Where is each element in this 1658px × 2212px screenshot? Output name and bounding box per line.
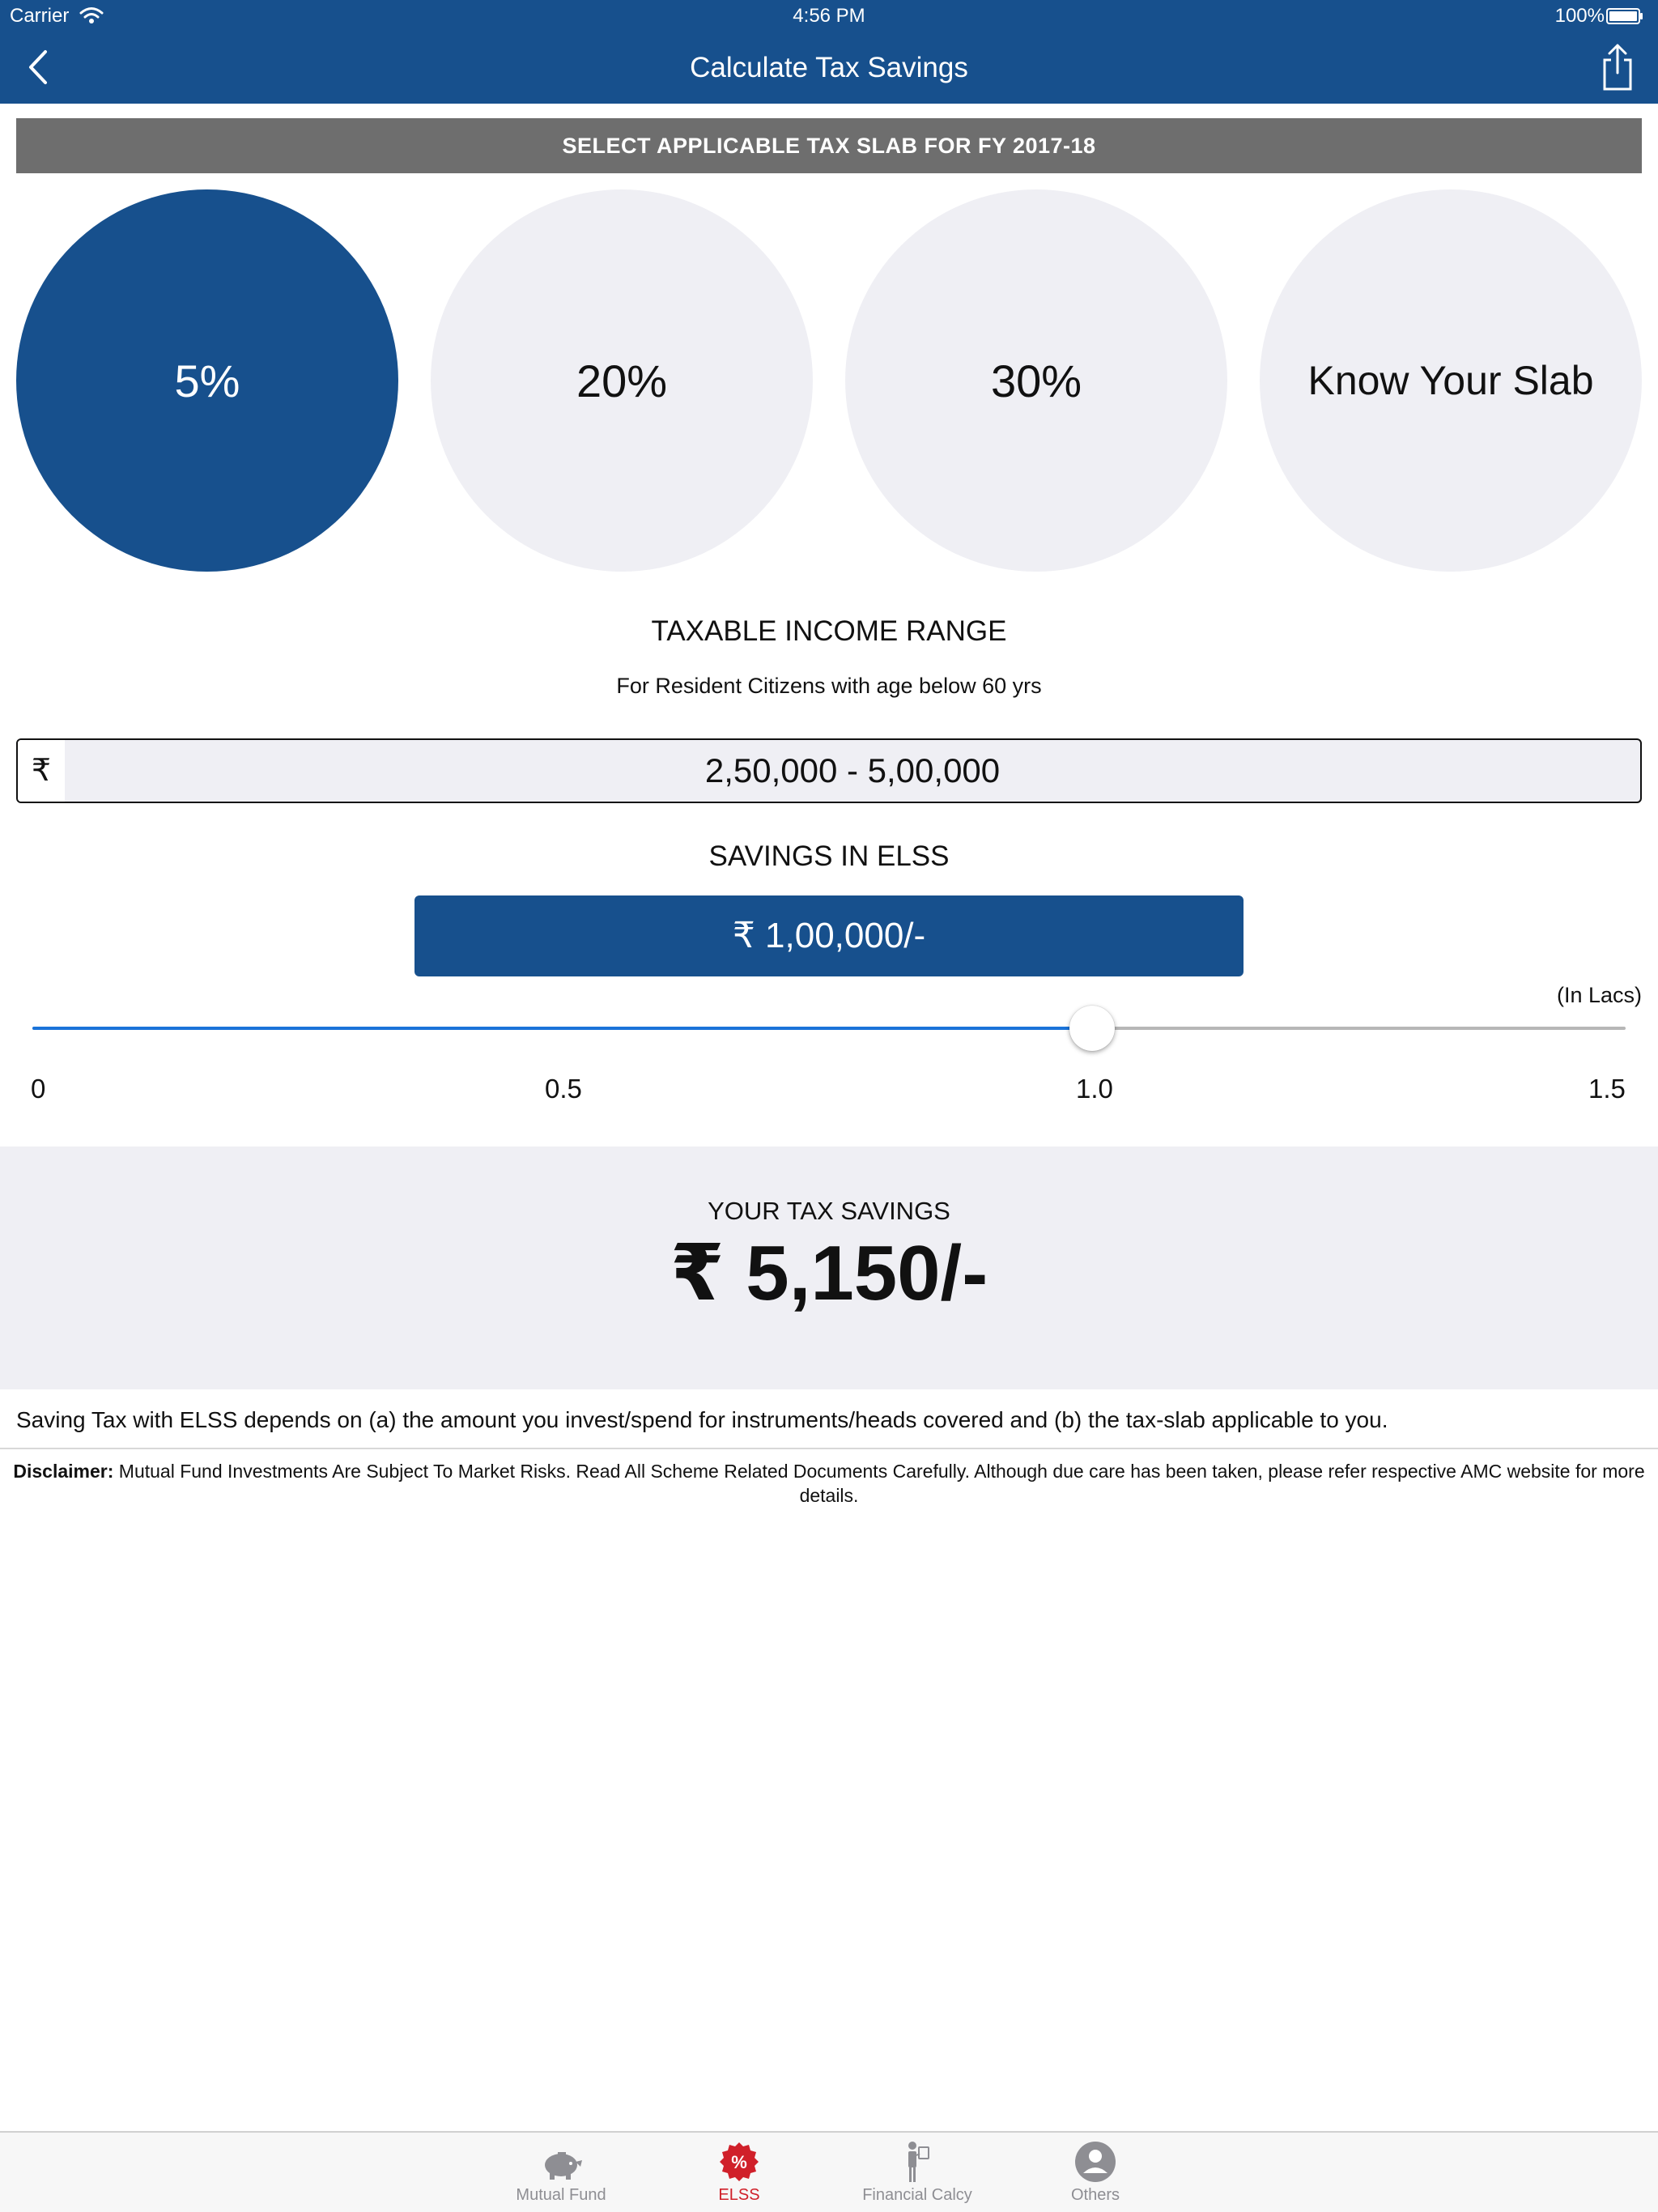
battery-icon	[1606, 7, 1643, 25]
tab-label: Others	[1070, 2186, 1120, 2204]
slab-option-label: Know Your Slab	[1307, 358, 1594, 403]
person-calculator-icon	[895, 2139, 940, 2184]
status-time: 4:56 PM	[793, 5, 865, 27]
slab-option-30[interactable]	[845, 189, 1227, 572]
tab-financial-calcy[interactable]	[836, 2133, 998, 2212]
income-range-subtitle: For Resident Citizens with age below 60 yrs	[616, 674, 1042, 698]
tax-savings-panel	[0, 1146, 1658, 1389]
income-range-field	[16, 738, 1642, 803]
tax-slab-header: SELECT APPLICABLE TAX SLAB FOR FY 2017-18	[16, 118, 1642, 173]
savings-amount: ₹ 1,00,000/-	[414, 895, 1244, 976]
tab-label: Mutual Fund	[516, 2186, 606, 2204]
share-icon[interactable]	[1600, 42, 1635, 92]
slab-option-label: 30%	[990, 355, 1082, 406]
tab-mutual-fund[interactable]	[480, 2133, 642, 2212]
know-your-slab-button[interactable]	[1260, 189, 1642, 572]
tax-savings-value: ₹ 5,150/-	[670, 1230, 988, 1317]
disclaimer	[11, 1459, 1647, 1508]
slab-option-20[interactable]	[431, 189, 813, 572]
savings-title: SAVINGS IN ELSS	[708, 840, 950, 872]
piggy-bank-icon	[538, 2139, 584, 2184]
svg-text:%: %	[731, 2152, 747, 2172]
slab-option-label: 20%	[576, 355, 668, 406]
percent-badge-icon	[716, 2139, 762, 2184]
income-range-title: TAXABLE INCOME RANGE	[651, 615, 1007, 647]
slider-tick-label: 0	[31, 1074, 46, 1104]
tax-savings-label: YOUR TAX SAVINGS	[708, 1197, 950, 1225]
status-battery-percent: 100%	[1554, 5, 1605, 27]
slider-unit-label: (In Lacs)	[1556, 983, 1642, 1007]
tab-label: Financial Calcy	[862, 2186, 972, 2204]
slider-fill	[32, 1027, 1092, 1030]
status-carrier: Carrier	[10, 5, 70, 27]
disclaimer-text: Mutual Fund Investments Are Subject To Market Risks. Read All Scheme Related Documents Carefully. Although due care has been taken, please refer respective AMC website for more details.	[113, 1461, 1645, 1506]
slider-tick-label: 1.0	[1076, 1074, 1113, 1104]
slider-tick-label: 1.5	[1588, 1074, 1626, 1104]
elss-note: Saving Tax with ELSS depends on (a) the amount you invest/spend for instruments/heads covered and (b) the tax-slab applicable to you.	[16, 1407, 1388, 1432]
page-title: Calculate Tax Savings	[690, 52, 968, 83]
navigation-bar	[0, 0, 1658, 104]
tab-label: ELSS	[718, 2186, 760, 2204]
rupee-icon: ₹	[18, 740, 65, 802]
slab-option-label: 5%	[174, 355, 240, 406]
disclaimer-heading: Disclaimer:	[13, 1461, 114, 1482]
tab-elss[interactable]	[658, 2133, 820, 2212]
divider	[0, 1448, 1658, 1449]
slab-option-5[interactable]	[16, 189, 398, 572]
tab-bar	[0, 2131, 1658, 2212]
tab-others[interactable]	[1014, 2133, 1176, 2212]
slider-tick-label: 0.5	[545, 1074, 582, 1104]
income-range-value: 2,50,000 - 5,00,000	[704, 751, 1001, 789]
slider-thumb[interactable]	[1069, 1006, 1115, 1051]
user-circle-icon	[1073, 2139, 1118, 2184]
